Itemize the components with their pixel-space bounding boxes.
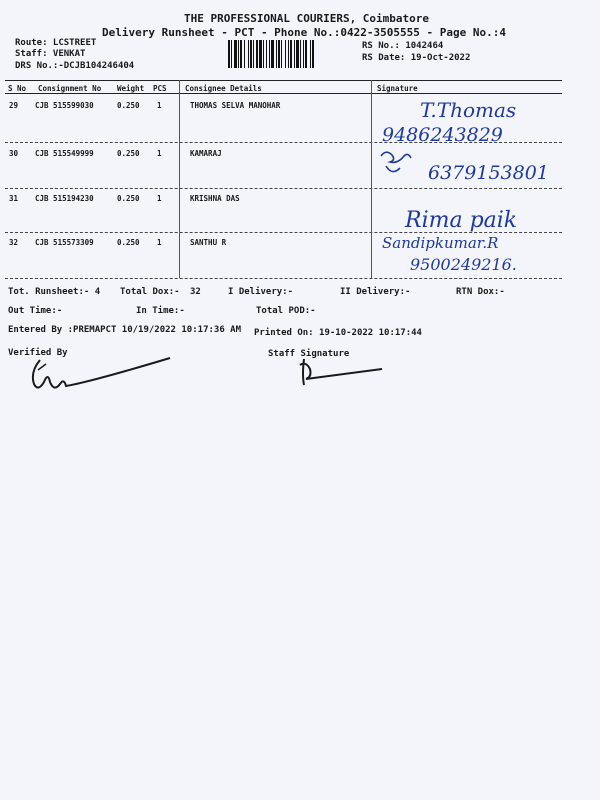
barcode <box>228 40 356 68</box>
handwritten-phone: 9486243829 <box>382 124 503 146</box>
barcode-bar <box>303 40 304 68</box>
row-weight: 0.250 <box>117 194 140 203</box>
row-weight: 0.250 <box>117 101 140 110</box>
barcode-bar <box>244 40 245 68</box>
col-consignment: Consignment No <box>38 84 102 93</box>
row-sno: 29 <box>9 101 19 110</box>
barcode-bar <box>259 40 262 68</box>
col-pcs: PCS <box>153 84 167 93</box>
barcode-bar <box>276 40 277 68</box>
handwritten-phone: 6379153801 <box>428 162 549 184</box>
row-consignee: THOMAS SELVA MANOHAR <box>190 101 281 110</box>
total-dox-value: 32 <box>190 287 201 297</box>
row-consignment: CJB 515573309 <box>35 238 94 247</box>
handwritten-name: Rima paik <box>405 208 518 233</box>
row-consignment: CJB 515599030 <box>35 101 94 110</box>
verified-by-signature <box>20 352 180 402</box>
barcode-bar <box>240 40 242 68</box>
route-label: Route: LCSTREET <box>15 38 97 48</box>
col-consignee: Consignee Details <box>185 84 262 93</box>
barcode-bar <box>271 40 274 68</box>
barcode-bar <box>310 40 311 68</box>
company-title: THE PROFESSIONAL COURIERS, Coimbatore <box>184 12 430 25</box>
handwritten-tamil-signature <box>378 146 414 182</box>
drs-number: DRS No.:-DCJB104246404 <box>15 61 135 71</box>
barcode-bar <box>300 40 301 68</box>
col-weight: Weight <box>117 84 145 93</box>
table-header-rule <box>5 93 562 94</box>
barcode-bar <box>248 40 249 68</box>
row-pcs: 1 <box>157 194 162 203</box>
barcode-bar <box>281 40 282 68</box>
barcode-bar <box>231 40 232 68</box>
row-consignee: KRISHNA DAS <box>190 194 240 203</box>
barcode-bar <box>250 40 252 68</box>
i-delivery: I Delivery:- <box>228 287 294 297</box>
verified-by-label: Verified By <box>8 348 68 358</box>
total-pod: Total POD:- <box>256 306 316 316</box>
handwritten-phone: 9500249216. <box>410 255 517 274</box>
row-consignee: SANTHU R <box>190 238 227 247</box>
handwritten-name: Sandipkumar.R <box>382 234 499 252</box>
rs-number: RS No.: 1042464 <box>362 41 444 51</box>
staff-signature-label: Staff Signature <box>268 349 350 359</box>
row-sno: 30 <box>9 149 19 158</box>
in-time: In Time:- <box>136 306 185 316</box>
barcode-bar <box>312 40 314 68</box>
barcode-bar <box>228 40 230 68</box>
row-pcs: 1 <box>157 101 162 110</box>
barcode-bar <box>285 40 286 68</box>
printed-on: Printed On: 19-10-2022 10:17:44 <box>254 328 422 338</box>
row-sno: 32 <box>9 238 19 247</box>
row-consignment: CJB 515549999 <box>35 149 94 158</box>
barcode-bar <box>238 40 239 68</box>
barcode-bar <box>269 40 270 68</box>
row-pcs: 1 <box>157 238 162 247</box>
row-divider <box>5 188 562 189</box>
row-consignee: KAMARAJ <box>190 149 222 158</box>
row-sno: 31 <box>9 194 19 203</box>
ii-delivery: II Delivery:- <box>340 287 411 297</box>
row-divider <box>5 278 562 279</box>
rs-date: RS Date: 19-Oct-2022 <box>362 53 471 63</box>
barcode-bar <box>256 40 258 68</box>
entered-by: Entered By :PREMAPCT 10/19/2022 10:17:36 AM <box>8 325 241 335</box>
signature-column-rule <box>371 80 372 278</box>
barcode-bar <box>305 40 307 68</box>
row-pcs: 1 <box>157 149 162 158</box>
staff-signature-mark <box>292 355 392 395</box>
total-dox-label: Total Dox:- <box>120 287 180 297</box>
row-weight: 0.250 <box>117 149 140 158</box>
barcode-bar <box>263 40 264 68</box>
handwritten-name: T.Thomas <box>420 98 517 122</box>
row-consignment: CJB 515194230 <box>35 194 94 203</box>
table-top-rule <box>5 80 562 81</box>
barcode-bar <box>266 40 267 68</box>
barcode-bar <box>296 40 299 68</box>
barcode-bar <box>288 40 289 68</box>
col-sno: S No <box>8 84 27 93</box>
col-signature: Signature <box>377 84 418 93</box>
row-weight: 0.250 <box>117 238 140 247</box>
barcode-bar <box>294 40 295 68</box>
tot-runsheet: Tot. Runsheet:- 4 <box>8 287 101 297</box>
consignee-column-rule <box>179 80 180 278</box>
staff-label: Staff: VENKAT <box>15 49 86 59</box>
out-time: Out Time:- <box>8 306 63 316</box>
barcode-bar <box>290 40 292 68</box>
barcode-bar <box>234 40 237 68</box>
rtn-dox: RTN Dox:- <box>456 287 505 297</box>
runsheet-title: Delivery Runsheet - PCT - Phone No.:0422-3505555 - Page No.:4 <box>102 26 506 39</box>
barcode-bar <box>253 40 254 68</box>
barcode-bar <box>278 40 280 68</box>
